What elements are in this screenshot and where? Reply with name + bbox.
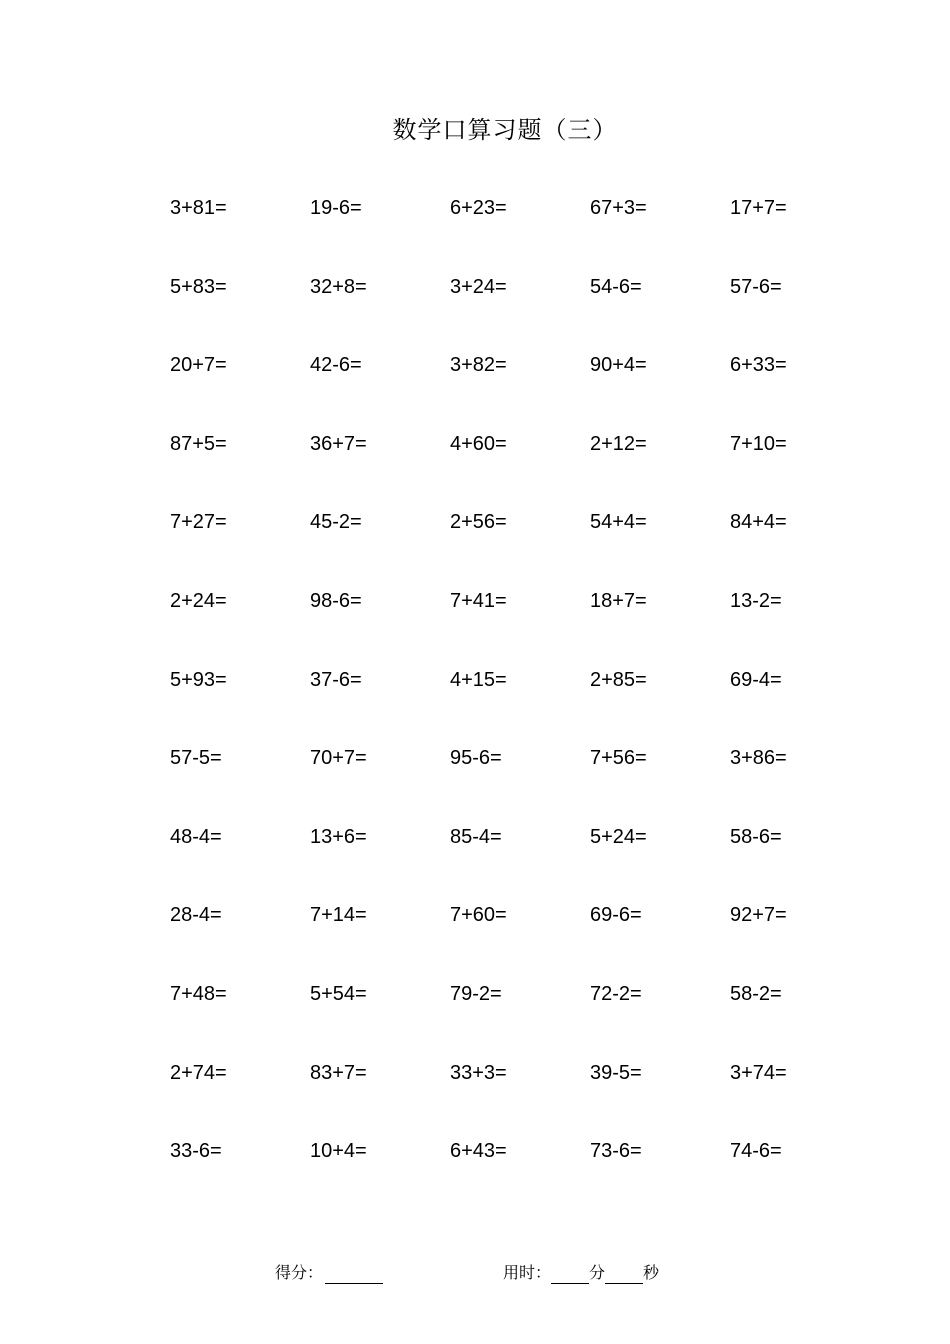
problem-item: 70+7= <box>310 747 367 770</box>
problem-item: 2+24= <box>170 589 227 612</box>
problem-item: 85-4= <box>450 825 502 848</box>
problem-item: 6+23= <box>450 197 507 219</box>
problem-item: 37-6= <box>310 668 362 691</box>
problem-item: 3+82= <box>450 354 507 377</box>
problem-item: 20+7= <box>170 354 227 377</box>
problem-item: 17+7= <box>730 197 787 219</box>
problem-item: 54-6= <box>590 275 642 298</box>
problem-item: 5+24= <box>590 825 647 848</box>
problem-row <box>170 738 870 817</box>
problem-item: 57-5= <box>170 747 222 770</box>
problem-item: 67+3= <box>590 197 647 219</box>
problem-item: 87+5= <box>170 432 227 455</box>
problem-item: 5+93= <box>170 668 227 691</box>
problem-item: 28-4= <box>170 904 222 927</box>
problem-item: 90+4= <box>590 354 647 377</box>
problem-item: 7+10= <box>730 432 787 455</box>
problem-item: 3+74= <box>730 1061 787 1084</box>
problem-item: 57-6= <box>730 275 782 298</box>
problem-item: 6+33= <box>730 354 787 377</box>
problem-item: 5+54= <box>310 982 367 1005</box>
problem-item: 7+56= <box>590 747 647 770</box>
problem-item: 33-6= <box>170 1140 222 1163</box>
problem-row <box>170 1053 870 1132</box>
problem-item: 10+4= <box>310 1140 367 1163</box>
problem-item: 7+41= <box>450 589 507 612</box>
problem-item: 69-6= <box>590 904 642 927</box>
problem-item: 2+85= <box>590 668 647 691</box>
problem-item: 54+4= <box>590 511 647 534</box>
problem-row <box>170 345 870 424</box>
score-blank[interactable] <box>325 1263 383 1284</box>
problem-item: 7+14= <box>310 904 367 927</box>
second-label: 秒 <box>643 1263 660 1282</box>
time-section <box>503 1260 659 1286</box>
problem-item: 92+7= <box>730 904 787 927</box>
page-title: 数学口算习题（三） <box>392 116 618 144</box>
problem-item: 5+83= <box>170 275 227 298</box>
problem-item: 74-6= <box>730 1140 782 1163</box>
minute-blank[interactable] <box>551 1263 589 1284</box>
problem-row <box>170 974 870 1053</box>
problem-item: 95-6= <box>450 747 502 770</box>
problem-item: 2+12= <box>590 432 647 455</box>
problem-row <box>170 267 870 346</box>
problem-item: 4+15= <box>450 668 507 691</box>
problem-item: 2+56= <box>450 511 507 534</box>
problem-item: 3+86= <box>730 747 787 770</box>
problem-item: 13-2= <box>730 589 782 612</box>
problem-row <box>170 581 870 660</box>
problem-item: 98-6= <box>310 589 362 612</box>
problem-item: 36+7= <box>310 432 367 455</box>
problem-item: 3+24= <box>450 275 507 298</box>
problem-row <box>170 502 870 581</box>
problem-item: 69-4= <box>730 668 782 691</box>
problem-row <box>170 1131 870 1210</box>
problem-item: 3+81= <box>170 197 227 219</box>
problem-item: 79-2= <box>450 982 502 1005</box>
problem-item: 4+60= <box>450 432 507 455</box>
problem-item: 6+43= <box>450 1140 507 1163</box>
minute-label: 分 <box>589 1263 606 1282</box>
time-label: 用时： <box>503 1263 552 1282</box>
problem-item: 18+7= <box>590 589 647 612</box>
problem-item: 7+60= <box>450 904 507 927</box>
problem-item: 58-2= <box>730 982 782 1005</box>
problem-item: 7+27= <box>170 511 227 534</box>
problem-grid <box>170 188 870 1210</box>
problem-item: 45-2= <box>310 511 362 534</box>
problem-row <box>170 817 870 896</box>
problem-item: 32+8= <box>310 275 367 298</box>
problem-item: 33+3= <box>450 1061 507 1084</box>
score-label: 得分： <box>275 1263 324 1282</box>
problem-item: 72-2= <box>590 982 642 1005</box>
problem-item: 48-4= <box>170 825 222 848</box>
problem-item: 83+7= <box>310 1061 367 1084</box>
problem-row <box>170 660 870 739</box>
problem-item: 84+4= <box>730 511 787 534</box>
problem-item: 58-6= <box>730 825 782 848</box>
problem-item: 7+48= <box>170 982 227 1005</box>
problem-row <box>170 895 870 974</box>
problem-row <box>170 424 870 503</box>
problem-item: 19-6= <box>310 197 362 219</box>
problem-row <box>170 188 870 267</box>
problem-item: 39-5= <box>590 1061 642 1084</box>
second-blank[interactable] <box>605 1263 643 1284</box>
problem-item: 42-6= <box>310 354 362 377</box>
problem-item: 2+74= <box>170 1061 227 1084</box>
score-section <box>275 1260 383 1286</box>
problem-item: 13+6= <box>310 825 367 848</box>
problem-item: 73-6= <box>590 1140 642 1163</box>
